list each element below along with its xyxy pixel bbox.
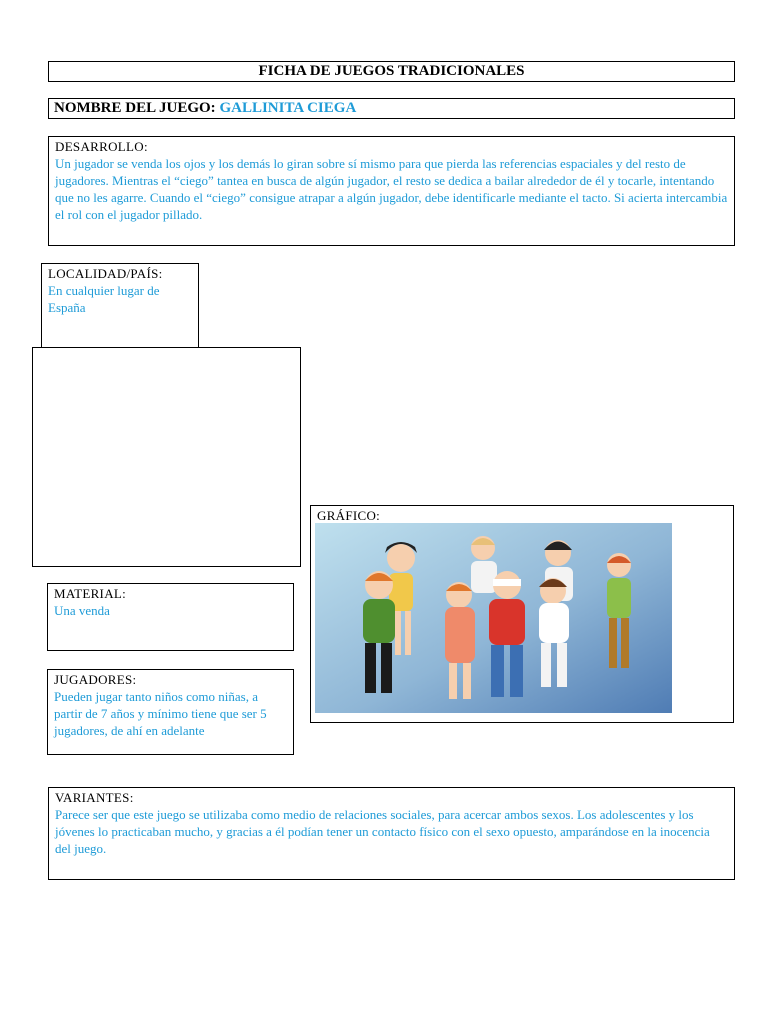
jugadores-text: Pueden jugar tanto niños como niñas, a partir de 7 años y mínimo tiene que ser 5 jugadores, de ahí en adelante bbox=[54, 689, 267, 738]
localidad-label: LOCALIDAD/PAÍS: bbox=[48, 266, 163, 281]
game-name-box bbox=[48, 98, 735, 119]
variantes-label: VARIANTES: bbox=[55, 790, 134, 805]
variantes-text: Parece ser que este juego se utilizaba como medio de relaciones sociales, para acercar ambos sexos. Los adolescentes y los jóvenes lo practicaban mucho, y gracias a él podían tener un contacto físico con el sexo opuesto, amparándose en la inocencia del juego. bbox=[55, 807, 710, 856]
grafico-box bbox=[310, 505, 734, 723]
desarrollo-box bbox=[48, 136, 735, 246]
variantes-box bbox=[48, 787, 735, 880]
material-label: MATERIAL: bbox=[54, 586, 127, 601]
jugadores-box bbox=[47, 669, 294, 755]
page-title bbox=[48, 61, 735, 82]
desarrollo-text: Un jugador se venda los ojos y los demás lo giran sobre sí mismo para que pierda las referencias espaciales y del resto de jugadores. Mientras el “ciego” tantea en busca de algún jugador, el resto se dedica a bailar alrededor de él y tocarle, intentando que no les agarre. Cuando el “ciego” consigue atrapar a algún jugador, debe identificarle mediante el tacto. Si acierta intercambia el rol con el jugador pillado. bbox=[55, 156, 728, 222]
desarrollo-label: DESARROLLO: bbox=[55, 139, 148, 154]
game-name-label: NOMBRE DEL JUEGO: bbox=[54, 100, 216, 116]
title-text: FICHA DE JUEGOS TRADICIONALES bbox=[258, 63, 525, 79]
grafico-label: GRÁFICO: bbox=[317, 508, 381, 523]
empty-box bbox=[32, 347, 301, 567]
localidad-box bbox=[41, 263, 199, 351]
jugadores-label: JUGADORES: bbox=[54, 672, 137, 687]
material-text: Una venda bbox=[54, 603, 110, 618]
children-playing-illustration bbox=[315, 523, 672, 713]
material-box bbox=[47, 583, 294, 651]
game-name-value: GALLINITA CIEGA bbox=[219, 100, 357, 116]
localidad-text: En cualquier lugar de España bbox=[48, 283, 160, 315]
